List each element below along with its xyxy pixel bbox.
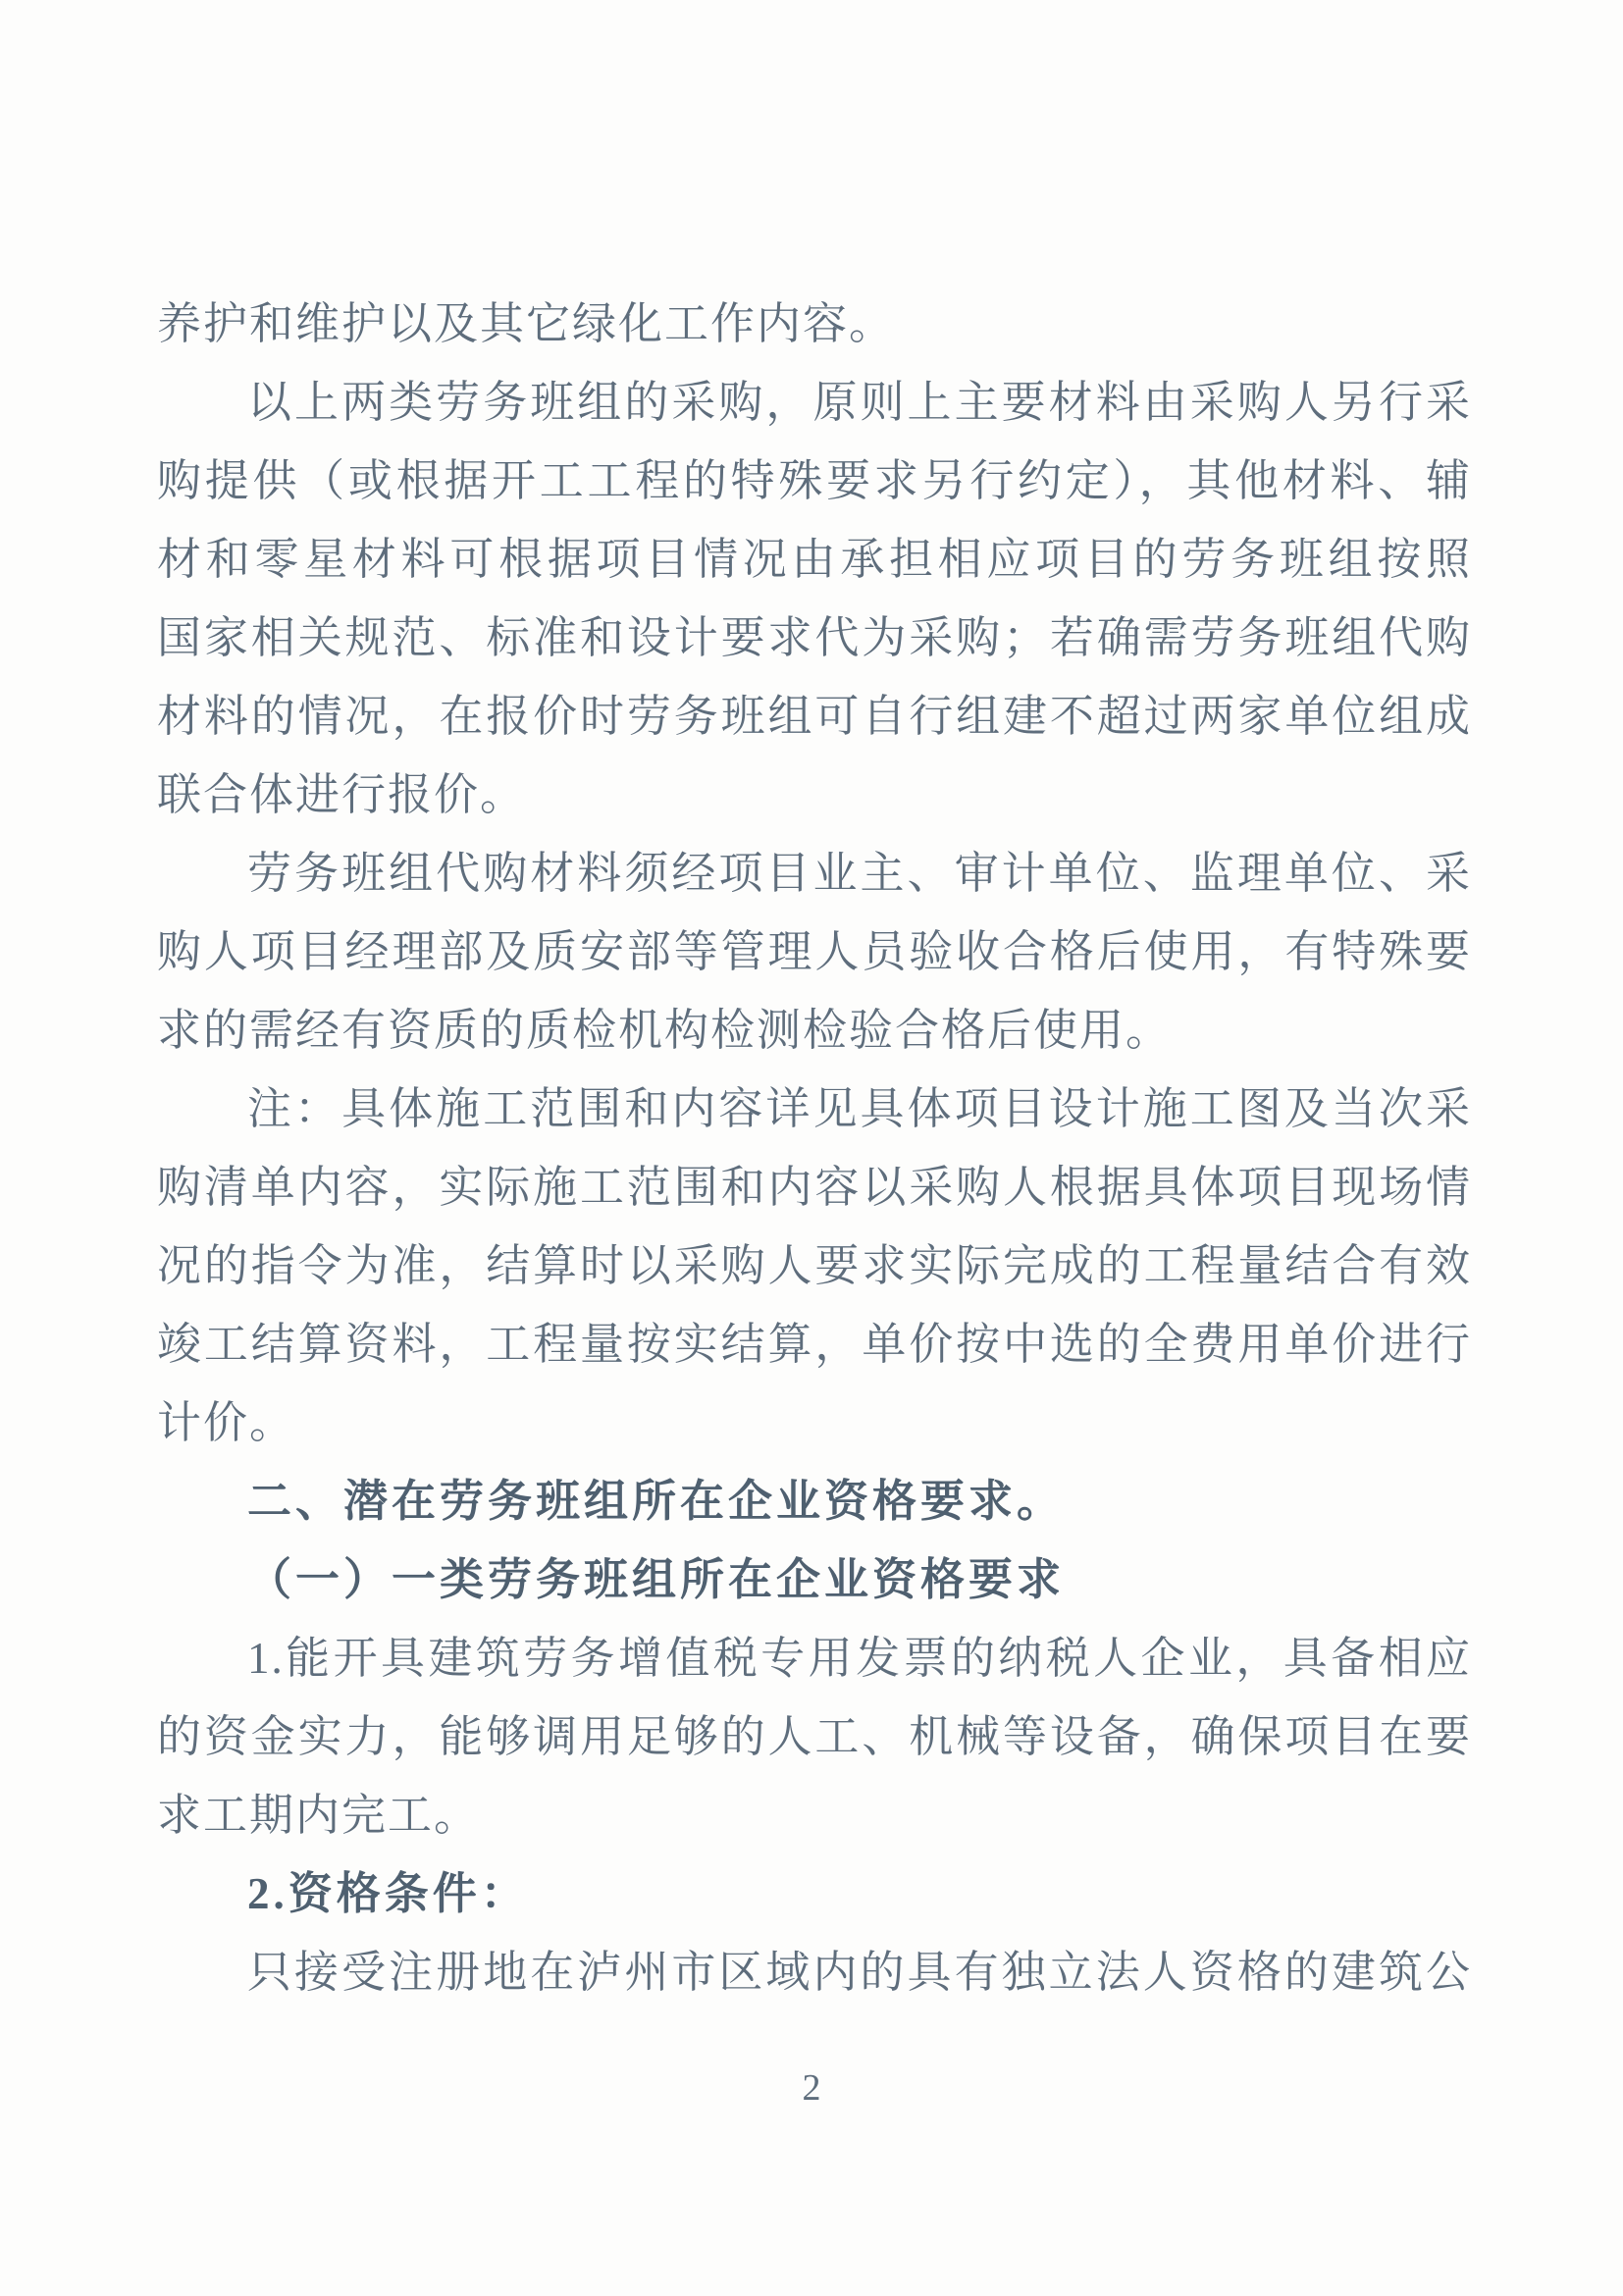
subsection-heading: （一）一类劳务班组所在企业资格要求: [247, 1555, 1066, 1604]
text-line: 的资金实力，能够调用足够的人工、机械等设备，确保项目在要: [157, 1712, 1472, 1761]
text-line: 购人项目经理部及质安部等管理人员验收合格后使用，有特殊要: [157, 927, 1472, 976]
text-line: 材料的情况，在报价时劳务班组可自行组建不超过两家单位组成: [157, 692, 1472, 741]
text-line: 养护和维护以及其它绿化工作内容。: [157, 299, 896, 348]
text-line: 计价。: [157, 1398, 296, 1447]
text-line: 竣工结算资料，工程量按实结算，单价按中选的全费用单价进行: [157, 1320, 1472, 1369]
text-line: 注：具体施工范围和内容详见具体项目设计施工图及当次采: [247, 1084, 1472, 1133]
text-line: 联合体进行报价。: [157, 770, 527, 819]
text-line: 购提供（或根据开工工程的特殊要求另行约定），其他材料、辅: [157, 456, 1472, 505]
text-line: 况的指令为准，结算时以采购人要求实际完成的工程量结合有效: [157, 1241, 1472, 1290]
text-line: 1.能开具建筑劳务增值税专用发票的纳税人企业，具备相应: [247, 1634, 1472, 1683]
text-line: 只接受注册地在泸州市区域内的具有独立法人资格的建筑公: [247, 1948, 1472, 1997]
numbered-item-heading: 2.资格条件：: [247, 1869, 529, 1918]
page-number: 2: [802, 2067, 821, 2109]
text-line: 材和零星材料可根据项目情况由承担相应项目的劳务班组按照: [157, 535, 1472, 584]
section-heading: 二、潜在劳务班组所在企业资格要求。: [247, 1477, 1066, 1526]
text-line: 以上两类劳务班组的采购，原则上主要材料由采购人另行采: [247, 378, 1472, 427]
text-line: 求的需经有资质的质检机构检测检验合格后使用。: [157, 1006, 1173, 1055]
text-line: 求工期内完工。: [157, 1791, 481, 1840]
document-text-block: [157, 285, 1472, 2011]
text-line: 国家相关规范、标准和设计要求代为采购；若确需劳务班组代购: [157, 613, 1472, 662]
text-line: 购清单内容，实际施工范围和内容以采购人根据具体项目现场情: [157, 1163, 1472, 1212]
text-line: 劳务班组代购材料须经项目业主、审计单位、监理单位、采: [247, 849, 1472, 898]
